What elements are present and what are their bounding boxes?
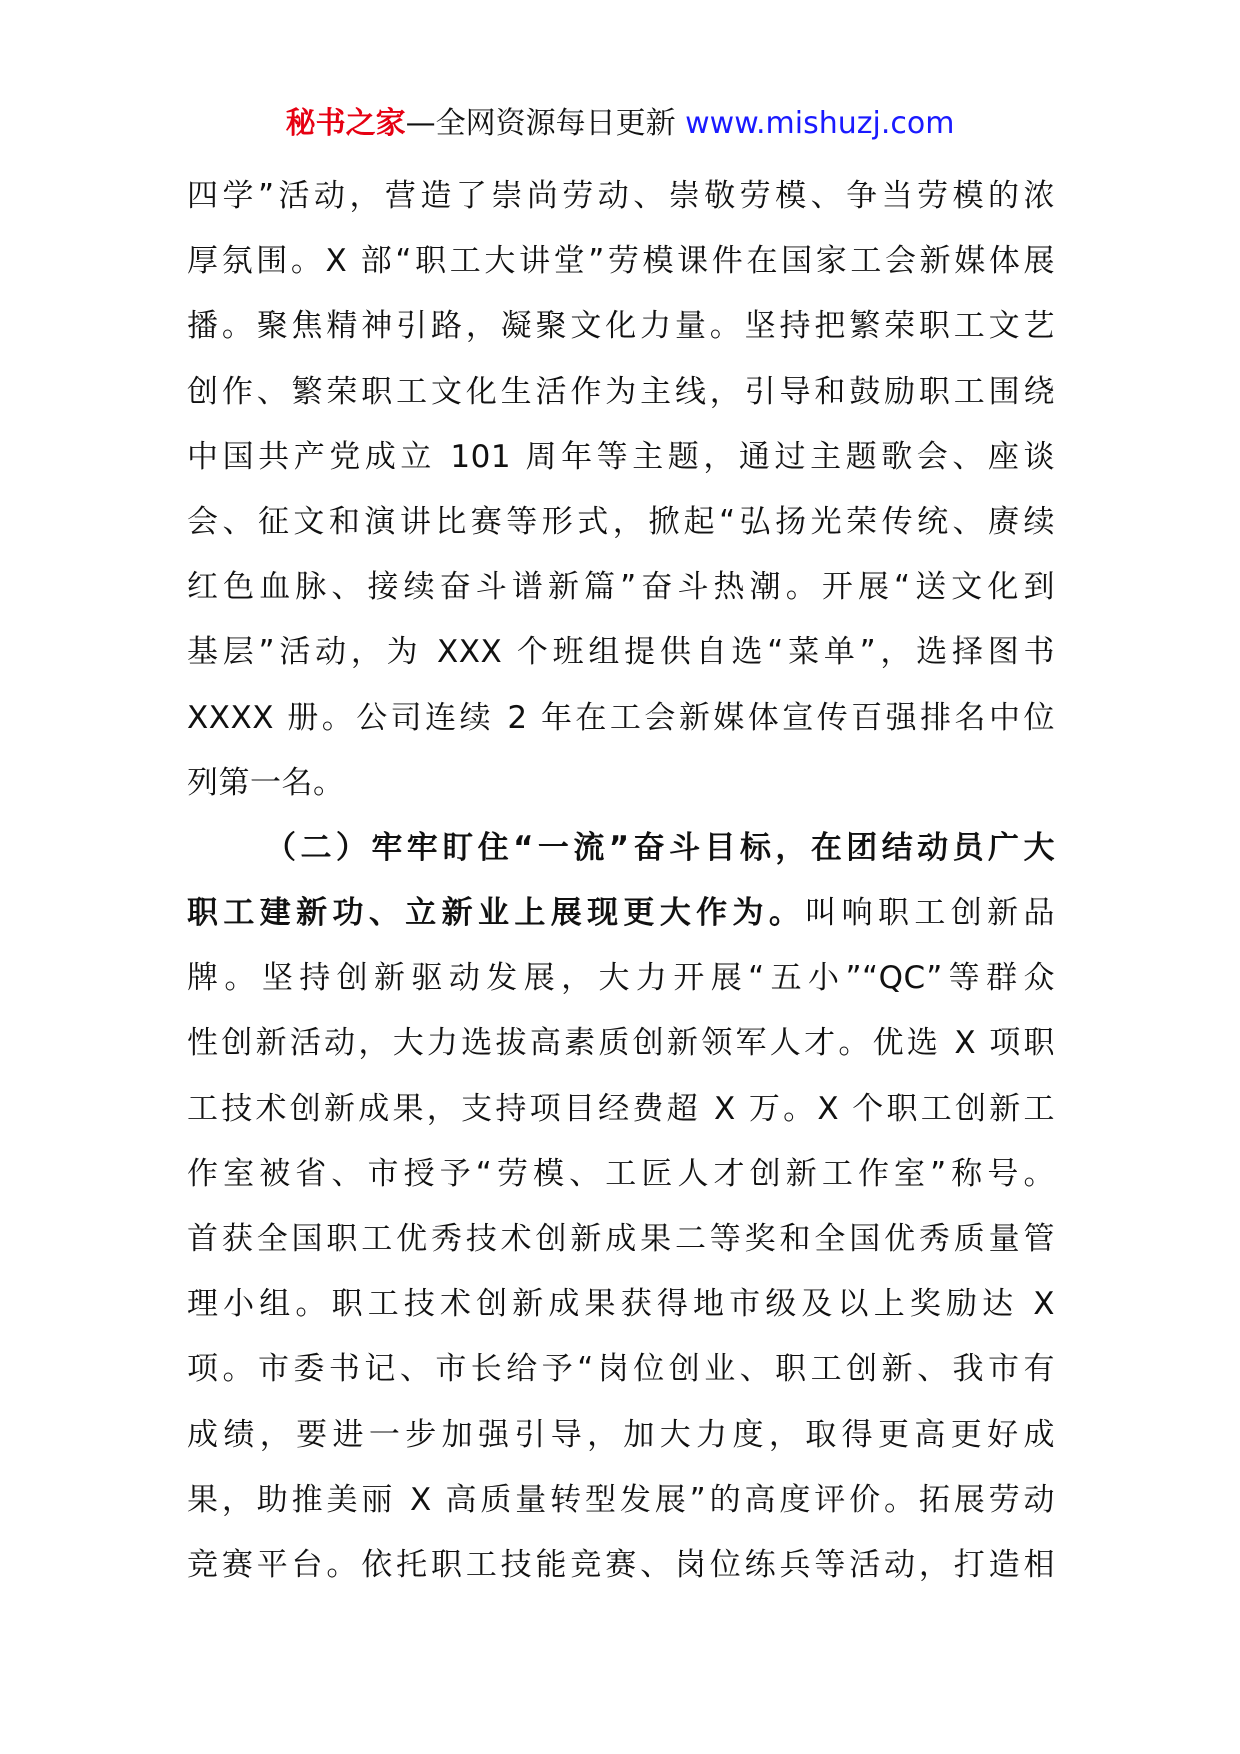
section-heading: 职工建新功、立新业上展现更大作为。	[187, 895, 806, 932]
site-url-link[interactable]: www.mishuzj.com	[685, 106, 955, 141]
text-line: XXXX 册。公司连续 2 年在工会新媒体宣传百强排名中位	[187, 699, 1055, 736]
text-line: 播。聚焦精神引路，凝聚文化力量。坚持把繁荣职工文艺	[187, 308, 1055, 345]
text-line: 创作、繁荣职工文化生活作为主线，引导和鼓励职工围绕	[187, 373, 1055, 410]
text-line: 基层”活动，为 XXX 个班组提供自选“菜单”，选择图书	[187, 634, 1055, 671]
text-line: 红色血脉、接续奋斗谱新篇”奋斗热潮。开展“送文化到	[187, 569, 1055, 606]
text-line: 果，助推美丽 X 高质量转型发展”的高度评价。拓展劳动	[187, 1481, 1055, 1518]
text-line: 厚氛围。X 部“职工大讲堂”劳模课件在国家工会新媒体展	[187, 243, 1055, 280]
text-line: 中国共产党成立 101 周年等主题，通过主题歌会、座谈	[187, 438, 1055, 475]
body-text	[187, 164, 1055, 1598]
header-tagline: —全网资源每日更新	[405, 106, 686, 141]
text-line: 性创新活动，大力选拔高素质创新领军人才。优选 X 项职	[187, 1025, 1055, 1062]
text-line: 四学”活动，营造了崇尚劳动、崇敬劳模、争当劳模的浓	[187, 178, 1055, 214]
text-line: 会、征文和演讲比赛等形式，掀起“弘扬光荣传统、赓续	[187, 503, 1055, 540]
text-line: 理小组。职工技术创新成果获得地市级及以上奖励达 X	[187, 1286, 1055, 1323]
text-line: 竞赛平台。依托职工技能竞赛、岗位练兵等活动，打造相	[187, 1546, 1055, 1583]
section-heading-line	[187, 816, 1055, 881]
brand-name: 秘书之家	[285, 106, 406, 141]
text-line: 列第一名。	[187, 764, 345, 801]
text-line: 成绩，要进一步加强引导，加大力度，取得更高更好成	[187, 1416, 1055, 1453]
text-line: 牌。坚持创新驱动发展，大力开展“五小”“QC”等群众	[187, 960, 1055, 997]
section-heading: （二）牢牢盯住“一流”奋斗目标，在团结动员广大	[265, 829, 1055, 866]
text-line: 工技术创新成果，支持项目经费超 X 万。X 个职工创新工	[187, 1090, 1055, 1127]
section-heading-line: 职工建新功、立新业上展现更大作为。叫响职工创新品	[187, 895, 1055, 932]
text-line: 项。市委书记、市长给予“岗位创业、职工创新、我市有	[187, 1351, 1055, 1388]
page-header	[0, 104, 1240, 144]
text-line: 作室被省、市授予“劳模、工匠人才创新工作室”称号。	[187, 1155, 1055, 1192]
text-line: 首获全国职工优秀技术创新成果二等奖和全国优秀质量管	[187, 1221, 1055, 1257]
